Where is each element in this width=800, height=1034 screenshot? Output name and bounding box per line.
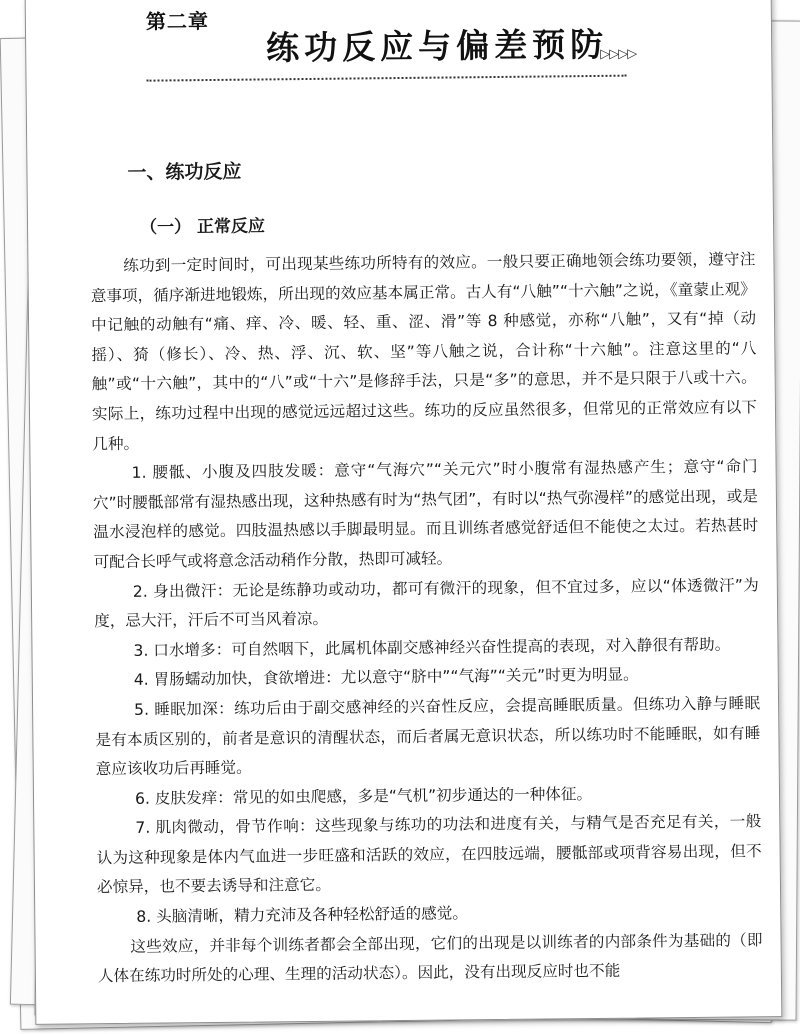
subsection-heading: （一） 正常反应 [139, 216, 266, 238]
list-item: 4. 胃肠蠕动加快，食欲增进：尤以意守“脐中”“气海”“关元”时更为明显。 [133, 665, 639, 690]
title-underline [147, 75, 627, 82]
list-item: 8. 头脑清晰，精力充沛及各种轻松舒适的感觉。 [136, 904, 469, 926]
list-item: 2. 身出微汗：无论是练静功或动功，都可有微汗的现象，但不宜过多，应以“体透微汗”为度，忌大汗，汗后不可当风着凉。 [94, 575, 759, 631]
list-item: 3. 口水增多：可自然咽下，此属机体副交感神经兴奋性提高的表现，对入静很有帮助。 [133, 635, 731, 660]
title-arrows-icon: ▷▷▷▷ [600, 46, 637, 62]
paragraph-intro: 练功到一定时间时，可出现某些练功所特有的效应。一般只要正确地领会练功要领，遵守注意事项，循序渐进地锻炼，所出现的效应基本属正常。古人有“八触”“十六触”之说，《童蒙止观》中记触的动触有“痛、痒、冷、暖、轻、重、涩、滑”等 8 种感觉，亦称“八触”，又有“掉（动摇）、猗（修长）、冷、热、浮、沉、软、坚”等八触之说，合计称“十六触”。注意这里的“八触”或“十六触”，其中的“八”或“十六”是修辞手法，只是“多”的意思，并不是只限于八或十六。实际上，练功过程中出现的感觉远远超过这些。练功的反应虽然很多，但常见的正常效应有以下几种。 [90, 250, 758, 453]
list-item: 7. 肌肉微动，骨节作响：这些现象与练功的功法和进度有关，与精气是否充足有关，一般认为这种现象是体内气血进一步旺盛和活跃的效应，在四肢远端，腰骶部或项背容易出现，但不必惊异，也不要去诱导和注意它。 [96, 812, 762, 897]
chapter-title: 练功反应与偏差预防 [265, 24, 609, 68]
section-heading: 一、练功反应 [127, 160, 242, 184]
chapter-label: 第二章 [145, 9, 210, 34]
list-item: 6. 皮肤发痒：常见的如虫爬感，多是“气机”初步通达的一种体征。 [134, 784, 593, 808]
paragraph-closing: 这些效应，并非每个训练者都会全部出现，它们的出现是以训练者的内部条件为基础的（即人体在练功时所处的心理、生理的活动状态）。因此，没有出现反应时也不能 [97, 930, 763, 986]
book-page [25, 0, 783, 1025]
body-text [90, 245, 763, 992]
list-item: 1. 腰骶、小腹及四肢发暖：意守“气海穴”“关元穴”时小腹常有湿热感产生；意守“命门穴”时腰骶部常有湿热感出现，这种热感有时为“热气团”，有时以“热气弥漫样”的感觉出现，或是温水浸泡样的感觉。四肢温热感以手脚最明显。而且训练者感觉舒适但不能使之太过。若热甚时可配合长呼气或将意念活动稍作分散，热即可减轻。 [92, 457, 759, 572]
list-item: 5. 睡眠加深：练功后由于副交感神经的兴奋性反应，会提高睡眠质量。但练功入静与睡眠是有本质区别的，前者是意识的清醒状态，而后者属无意识状态，所以练功时不能睡眠，如有睡意应该收功后再睡觉。 [95, 694, 761, 779]
